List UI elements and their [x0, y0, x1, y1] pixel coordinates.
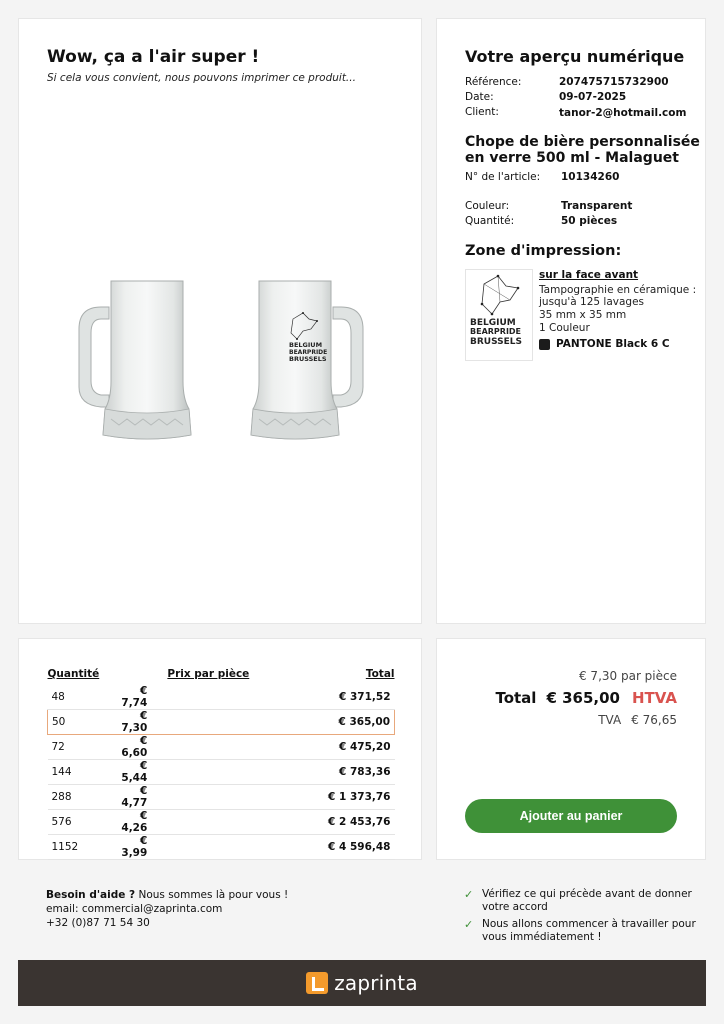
client-row: [465, 105, 701, 120]
check-item: [464, 888, 704, 914]
price-row[interactable]: [48, 810, 395, 835]
product-title: Chope de bière personnalisée en verre 500 ml - Malaguet: [465, 134, 700, 166]
price-table: [47, 667, 395, 860]
pantone-row: [539, 338, 701, 350]
row-total: € 2 453,76: [299, 810, 394, 835]
price-row[interactable]: [48, 685, 395, 710]
check-text: Nous allons commencer à travailler pour vous immédiatement !: [482, 918, 696, 943]
svg-text:BEARPRIDE: BEARPRIDE: [470, 327, 522, 336]
print-zone: [465, 269, 701, 361]
svg-text:BRUSSELS: BRUSSELS: [289, 355, 327, 363]
reference-label: Référence:: [465, 76, 522, 88]
row-unit-price: € 3,99: [117, 835, 299, 860]
zaprinta-logo-text: zaprinta: [334, 971, 418, 995]
zone-title: Zone d'impression:: [465, 243, 622, 259]
total-line: [495, 689, 677, 707]
quantity-row: [465, 214, 701, 229]
preview-subtitle: Si cela vous convient, nous pouvons imprimer ce produit...: [47, 72, 356, 84]
color-value: Transparent: [561, 200, 633, 212]
quantity-value: 50 pièces: [561, 215, 618, 227]
htva-label: HTVA: [632, 689, 677, 707]
row-quantity: 288: [48, 785, 118, 810]
help-title-rest: Nous sommes là pour vous !: [135, 889, 289, 901]
help-title: Besoin d'aide ?: [46, 889, 136, 901]
tva-label: TVA: [598, 713, 622, 727]
date-row: [465, 90, 701, 105]
checklist: [464, 888, 704, 948]
check-text: Vérifiez ce qui précède avant de donner votre accord: [482, 888, 692, 913]
help-email[interactable]: email: commercial@zaprinta.com: [46, 903, 223, 915]
check-icon: ✓: [464, 918, 474, 931]
preview-title: Wow, ça a l'air super !: [47, 47, 260, 67]
row-unit-price: € 6,60: [117, 735, 299, 760]
help-section: [46, 888, 288, 930]
info-title: Votre aperçu numérique: [465, 47, 685, 66]
reference-row: [465, 75, 701, 90]
price-row[interactable]: [48, 760, 395, 785]
zaprinta-logo-icon: [306, 972, 328, 994]
row-unit-price: € 7,74: [117, 685, 299, 710]
svg-text:BELGIUM: BELGIUM: [289, 341, 323, 349]
info-card: [436, 18, 706, 624]
row-total: € 783,36: [299, 760, 394, 785]
row-total: € 365,00: [299, 710, 394, 735]
total-value: € 365,00: [546, 689, 620, 707]
client-value: tanor-2@hotmail.com: [559, 107, 687, 119]
row-total: € 371,52: [299, 685, 394, 710]
row-quantity: 1152: [48, 835, 118, 860]
color-row: [465, 199, 701, 214]
price-per-piece: € 7,30 par pièce: [578, 669, 677, 683]
zone-technique: Tampographie en céramique : jusqu'à 125 lavages: [539, 284, 697, 308]
zone-face-link[interactable]: sur la face avant: [539, 269, 639, 281]
add-to-cart-button[interactable]: Ajouter au panier: [465, 799, 677, 833]
header-quantity: Quantité: [47, 668, 100, 680]
zone-colors: 1 Couleur: [539, 322, 590, 334]
check-icon: ✓: [464, 888, 474, 901]
mug-left: [79, 281, 191, 439]
zone-size: 35 mm x 35 mm: [539, 309, 627, 321]
svg-text:BELGIUM: BELGIUM: [470, 318, 516, 328]
price-row[interactable]: [48, 735, 395, 760]
article-label: N° de l'article:: [465, 171, 541, 183]
row-unit-price: € 4,26: [117, 810, 299, 835]
row-total: € 1 373,76: [299, 785, 394, 810]
tva-line: [598, 713, 677, 727]
article-value: 10134260: [561, 171, 620, 183]
help-heading: [46, 888, 288, 902]
date-value: 09-07-2025: [559, 91, 627, 103]
row-unit-price: € 7,30: [117, 710, 299, 735]
tva-value: € 76,65: [631, 713, 677, 727]
print-logo-thumbnail: [465, 269, 533, 361]
row-quantity: 72: [48, 735, 118, 760]
row-unit-price: € 4,77: [117, 785, 299, 810]
mug-right: [251, 281, 363, 439]
article-row: [465, 170, 701, 185]
mugs-image: [71, 259, 381, 459]
header-unit-price: Prix par pièce: [167, 668, 250, 680]
row-total: € 4 596,48: [299, 835, 394, 860]
row-quantity: 50: [48, 710, 118, 735]
help-phone[interactable]: +32 (0)87 71 54 30: [46, 917, 150, 929]
date-label: Date:: [465, 91, 494, 103]
svg-text:BEARPRIDE: BEARPRIDE: [289, 349, 328, 356]
total-card: [436, 638, 706, 860]
preview-card: [18, 18, 422, 624]
price-row[interactable]: [48, 835, 395, 860]
svg-text:BRUSSELS: BRUSSELS: [470, 337, 523, 347]
quantity-label: Quantité:: [465, 215, 515, 227]
check-item: [464, 918, 704, 944]
row-quantity: 144: [48, 760, 118, 785]
price-table-card: [18, 638, 422, 860]
row-quantity: 576: [48, 810, 118, 835]
header-total: Total: [365, 668, 395, 680]
row-unit-price: € 5,44: [117, 760, 299, 785]
reference-value: 207475715732900: [559, 76, 669, 88]
pantone-label: PANTONE Black 6 C: [556, 338, 670, 350]
footer: [18, 960, 706, 1006]
price-row[interactable]: [48, 785, 395, 810]
total-label: Total: [495, 689, 537, 707]
price-row[interactable]: [48, 710, 395, 735]
pantone-swatch: [539, 339, 550, 350]
row-total: € 475,20: [299, 735, 394, 760]
row-quantity: 48: [48, 685, 118, 710]
color-label: Couleur:: [465, 200, 510, 212]
client-label: Client:: [465, 106, 499, 118]
